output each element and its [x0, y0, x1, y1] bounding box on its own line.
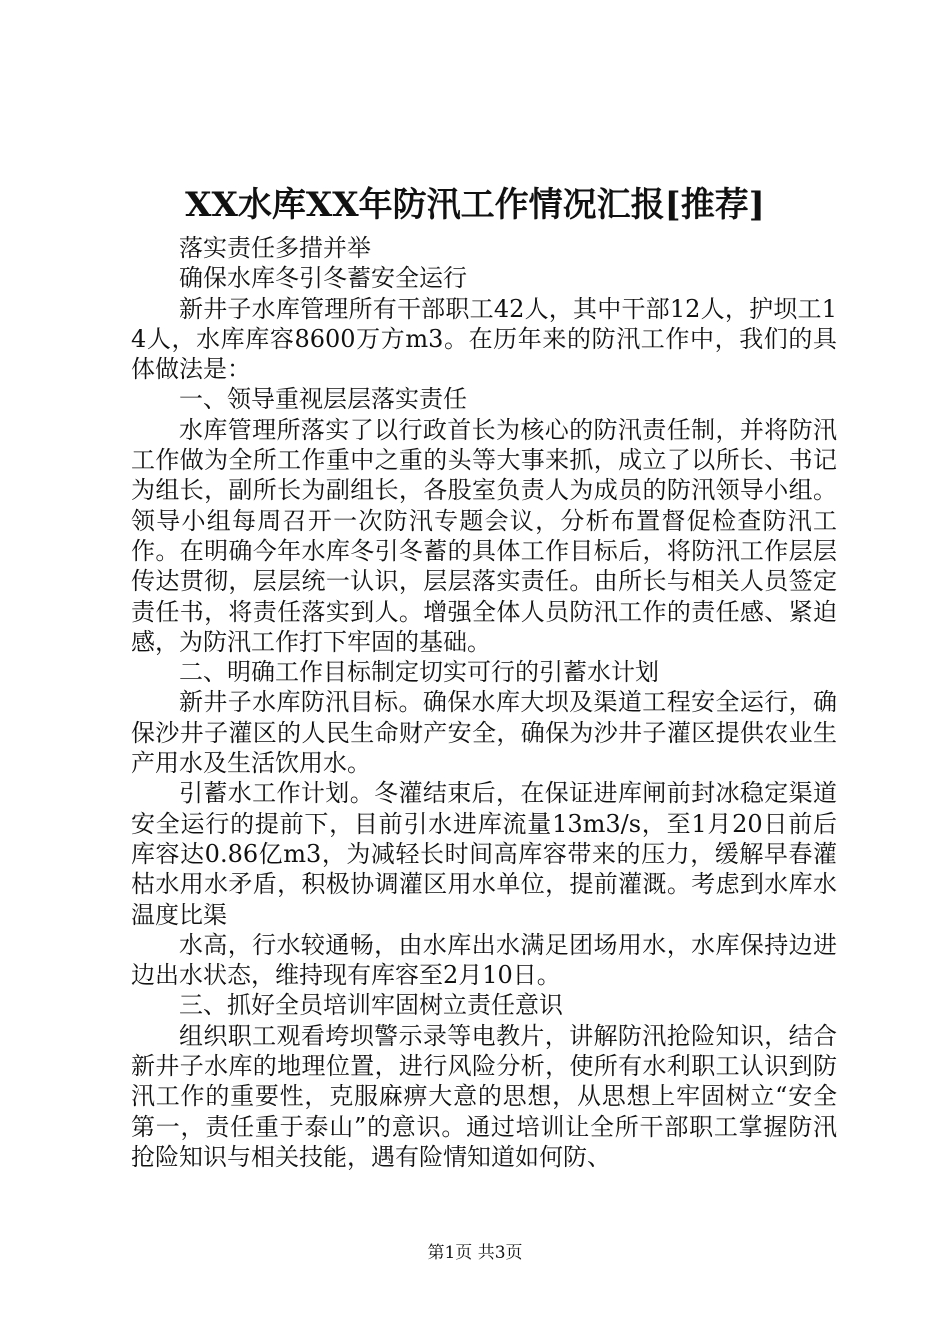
paragraph-water-plan-cont: 水高，行水较通畅，由水库出水满足团场用水，水库保持边进边出水状态，维持现有库容至2月10日。: [131, 930, 837, 990]
section-heading-1: 一、领导重视层层落实责任: [179, 385, 467, 414]
paragraph-section-1: 水库管理所落实了以行政首长为核心的防汛责任制，并将防汛工作做为全所工作重中之重的头等大事来抓，成立了以所长、书记为组长，副所长为副组长，各股室负责人为成员的防汛领导小组。领导小组每周召开一次防汛专题会议，分析布置督促检查防汛工作。在明确今年水库冬引冬蓄的具体工作目标后，将防汛工作层层传达贯彻，层层统一认识，层层落实责任。由所长与相关人员签定责任书，将责任落实到人。增强全体人员防汛工作的责任感、紧迫感，为防汛工作打下牢固的基础。: [131, 415, 837, 656]
paragraph-flood-target: 新井子水库防汛目标。确保水库大坝及渠道工程安全运行，确保沙井子灌区的人民生命财产安全，确保为沙井子灌区提供农业生产用水及生活饮用水。: [131, 688, 837, 778]
section-heading-3: 三、抓好全员培训牢固树立责任意识: [179, 991, 563, 1020]
paragraph-subtitle-2: 确保水库冬引冬蓄安全运行: [179, 264, 467, 293]
paragraph-subtitle-1: 落实责任多措并举: [179, 234, 371, 262]
document-body: [131, 233, 837, 1172]
section-heading-2: 二、明确工作目标制定切实可行的引蓄水计划: [179, 658, 659, 687]
paragraph-water-plan: 引蓄水工作计划。冬灌结束后，在保证进库闸前封冰稳定渠道安全运行的提前下，目前引水进库流量13m3/s，至1月20日前后库容达0.86亿m3，为减轻长时间高库容带来的压力，缓解早春灌枯水用水矛盾，积极协调灌区用水单位，提前灌溉。考虑到水库水温度比渠: [131, 779, 837, 929]
document-title: XX水库XX年防汛工作情况汇报[推荐]: [185, 185, 765, 225]
paragraph-training: 组织职工观看垮坝警示录等电教片，讲解防汛抢险知识，结合新井子水库的地理位置，进行风险分析，使所有水利职工认识到防汛工作的重要性，克服麻痹大意的思想，从思想上牢固树立“安全第一，责任重于泰山”的意识。通过培训让全所干部职工掌握防汛抢险知识与相关技能，遇有险情知道如何防、: [131, 1021, 837, 1171]
paragraph-intro: 新井子水库管理所有干部职工42人，其中干部12人，护坝工14人，水库库容8600万方m3。在历年来的防汛工作中，我们的具体做法是：: [131, 294, 837, 384]
page-footer: 第1页 共3页: [427, 1243, 523, 1263]
